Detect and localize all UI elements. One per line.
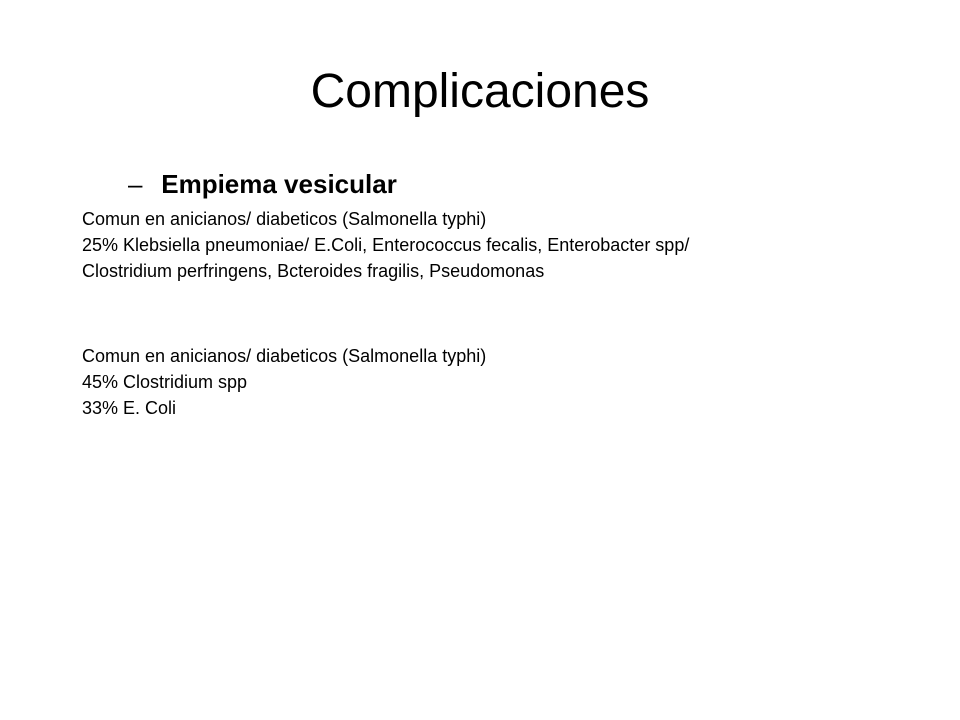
bullet-heading-text: Empiema vesicular: [161, 169, 397, 199]
bullet-heading: [128, 164, 397, 204]
text-block-1: [82, 206, 689, 284]
bullet-dash: –: [128, 169, 143, 199]
text-line: Clostridium perfringens, Bcteroides fragilis, Pseudomonas: [82, 261, 545, 281]
text-block-2: [82, 343, 486, 421]
text-line: Comun en anicianos/ diabeticos (Salmonella typhi): [82, 209, 487, 229]
text-line: 25% Klebsiella pneumoniae/ E.Coli, Enterococcus fecalis, Enterobacter spp/: [82, 235, 690, 255]
slide-title: Complicaciones: [310, 65, 650, 118]
text-line: 45% Clostridium spp: [82, 372, 248, 392]
text-line: Comun en anicianos/ diabeticos (Salmonella typhi): [82, 346, 487, 366]
text-line: 33% E. Coli: [82, 398, 177, 418]
